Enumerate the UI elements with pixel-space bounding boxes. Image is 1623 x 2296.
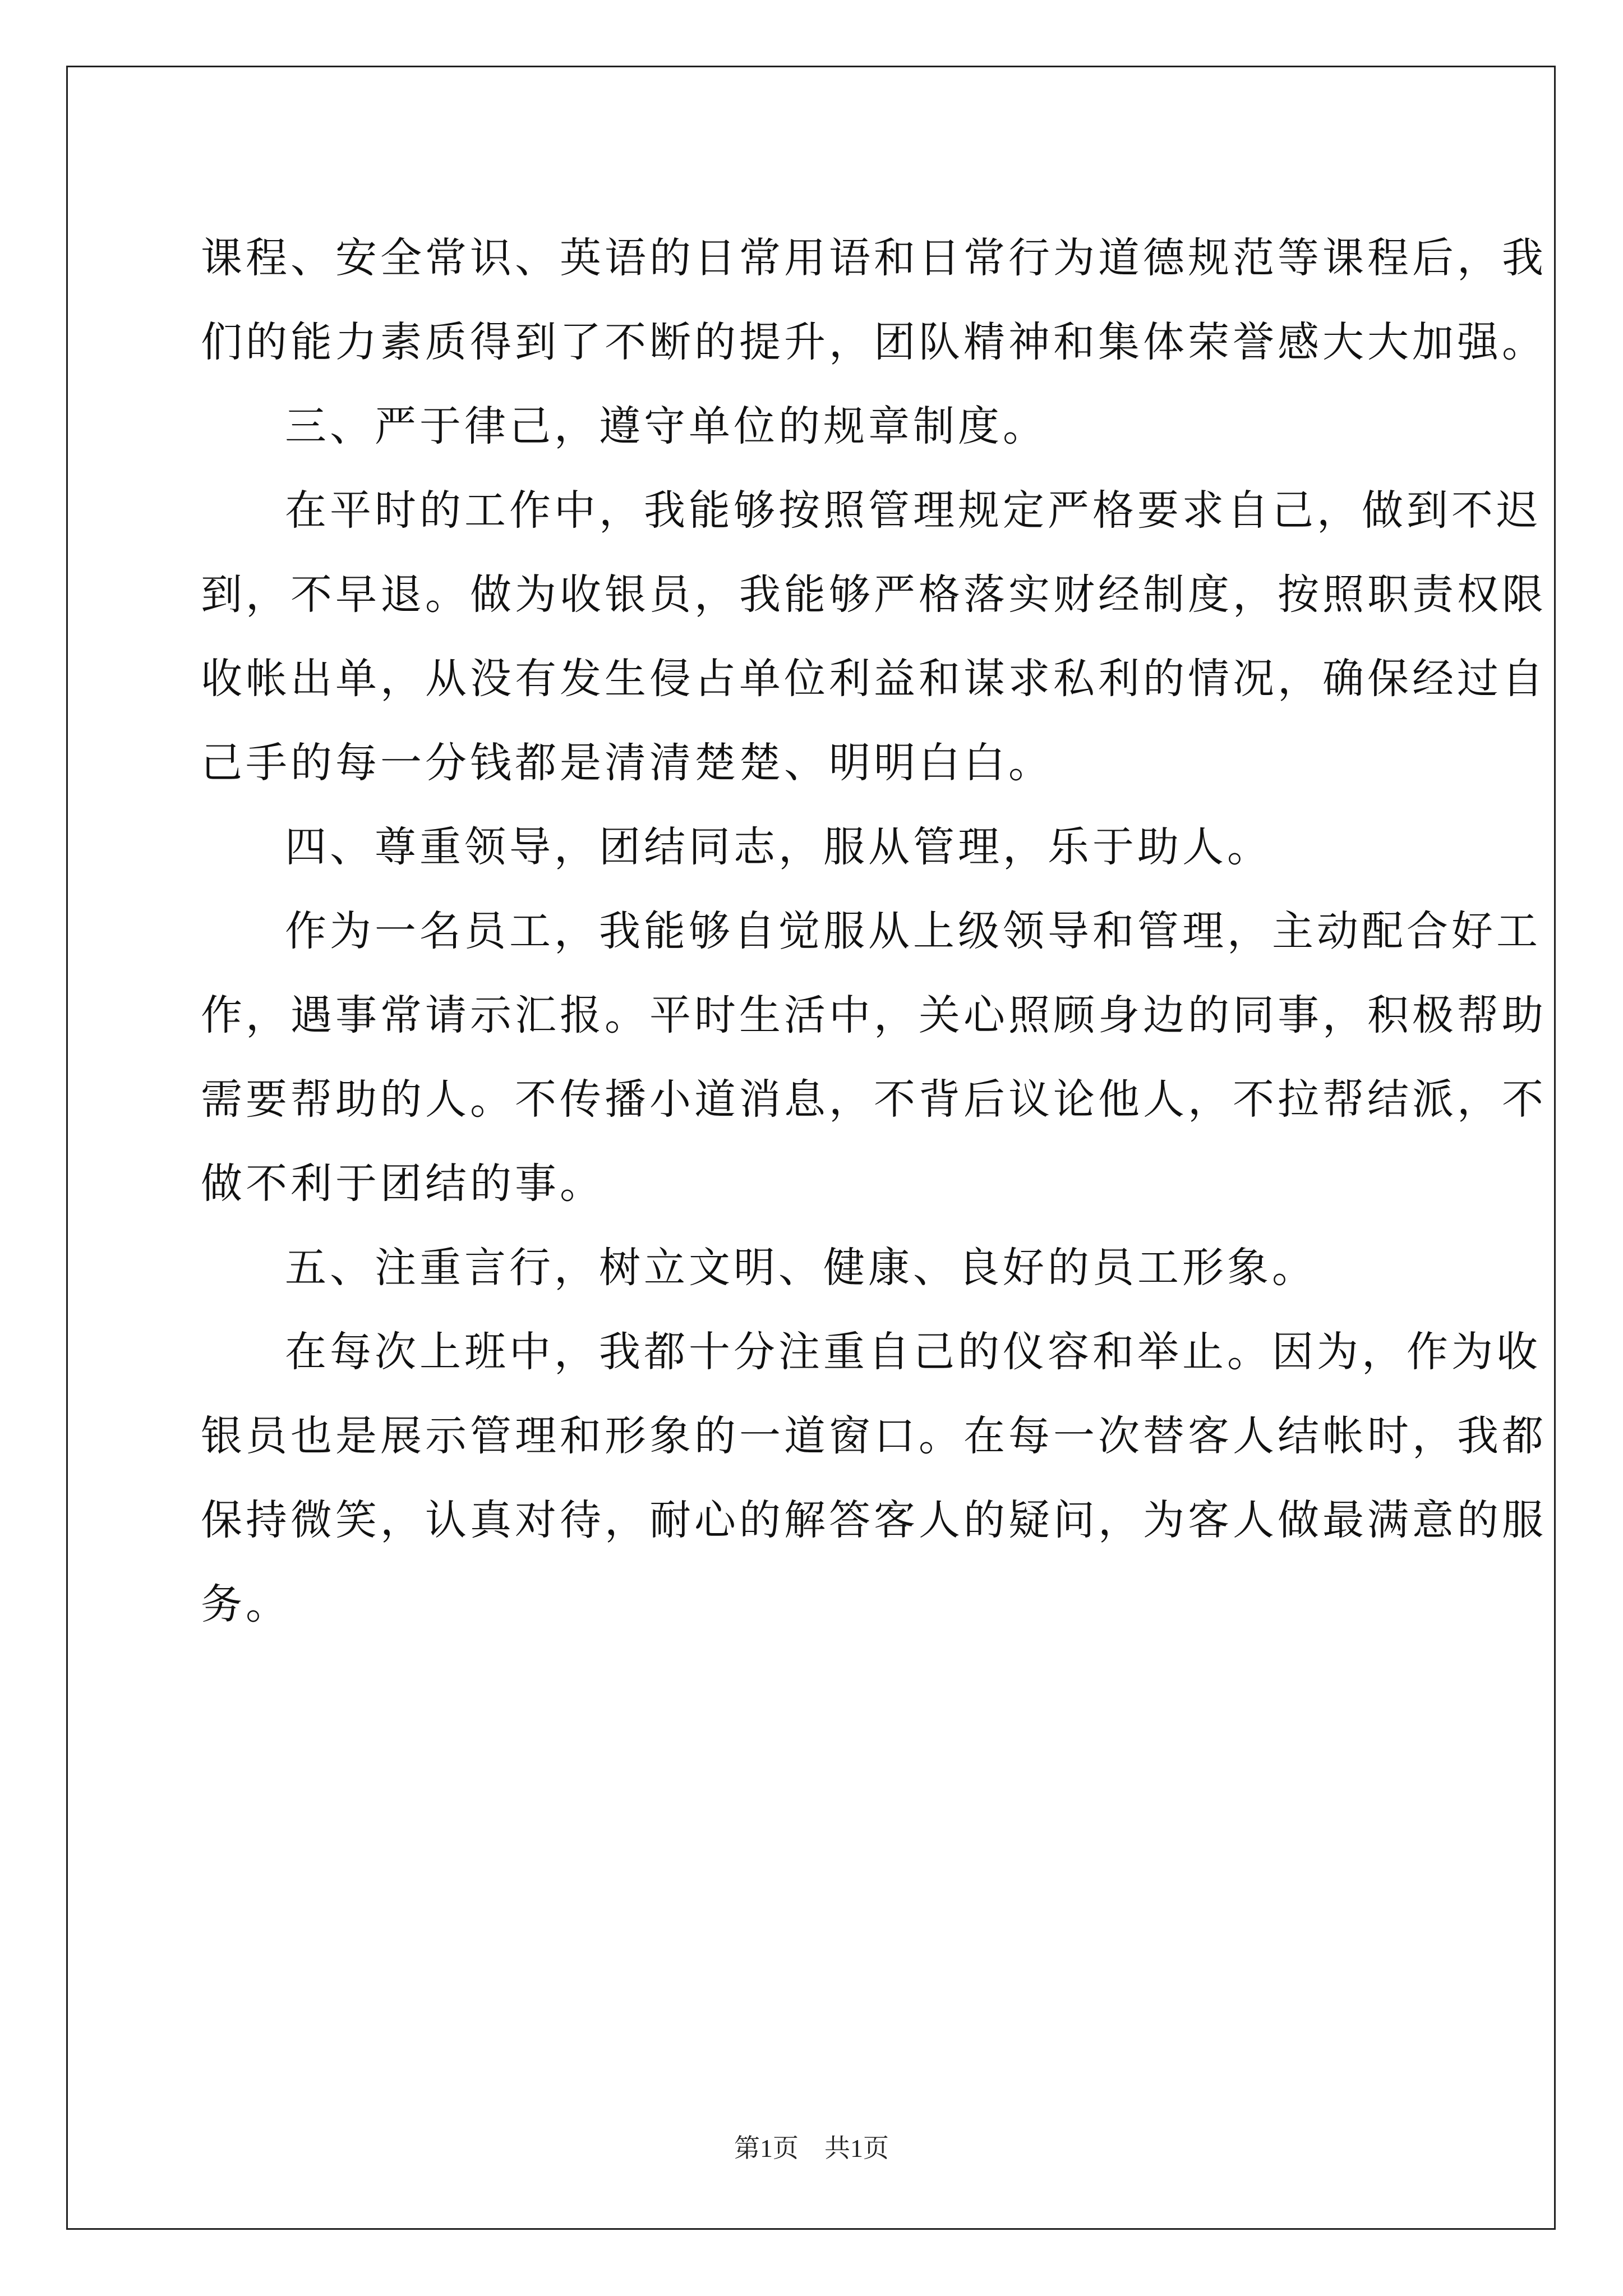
text-line-16: 保持微笑，认真对待，耐心的解答客人的疑问，为客人做最满意的服 xyxy=(201,1496,1547,1544)
text-line-7: 己手的每一分钱都是清清楚楚、明明白白。 xyxy=(201,739,1053,787)
text-line-17: 务。 xyxy=(201,1580,291,1628)
text-line-10: 作，遇事常请示汇报。平时生活中，关心照顾身边的同事，积极帮助 xyxy=(201,991,1547,1039)
text-line-15: 银员也是展示管理和形象的一道窗口。在每一次替客人结帐时，我都 xyxy=(201,1412,1547,1460)
text-line-4: 在平时的工作中，我能够按照管理规定严格要求自己，做到不迟 xyxy=(285,486,1541,535)
text-line-6: 收帐出单，从没有发生侵占单位利益和谋求私利的情况，确保经过自 xyxy=(201,655,1547,703)
text-line-11: 需要帮助的人。不传播小道消息，不背后议论他人，不拉帮结派，不 xyxy=(201,1075,1547,1124)
text-line-2: 们的能力素质得到了不断的提升，团队精神和集体荣誉感大大加强。 xyxy=(201,318,1547,366)
text-line-9: 作为一名员工，我能够自觉服从上级领导和管理，主动配合好工 xyxy=(285,907,1541,955)
document-body xyxy=(201,216,1547,1646)
text-line-5: 到，不早退。做为收银员，我能够严格落实财经制度，按照职责权限 xyxy=(201,570,1547,619)
text-line-1: 课程、安全常识、英语的日常用语和日常行为道德规范等课程后，我 xyxy=(201,234,1547,282)
page-number-footer: 第1页 共1页 xyxy=(734,2134,889,2162)
text-line-14: 在每次上班中，我都十分注重自己的仪容和举止。因为，作为收 xyxy=(285,1328,1541,1376)
section-heading-5: 五、注重言行，树立文明、健康、良好的员工形象。 xyxy=(285,1244,1317,1292)
section-heading-3: 三、严于律己，遵守单位的规章制度。 xyxy=(285,402,1048,450)
text-line-12: 做不利于团结的事。 xyxy=(201,1159,605,1208)
section-heading-4: 四、尊重领导，团结同志，服从管理，乐于助人。 xyxy=(285,823,1272,871)
